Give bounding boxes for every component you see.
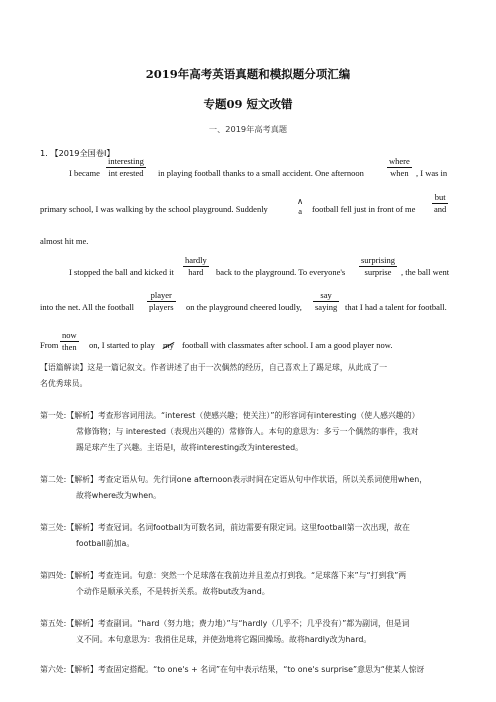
passage-summary <box>40 360 460 392</box>
correction-fixed: when <box>390 168 409 178</box>
passage-line-6-mid <box>89 340 392 350</box>
analysis-cont: 常修饰物；与 interested（表现出兴趣的）常修饰人。本句的意思为：多亏一个偶然的事件，我对 <box>76 427 419 436</box>
analysis-cont: 个动作是顺承关系，不是转折关系。故将but改为and。 <box>76 587 270 596</box>
deleted-word: my <box>162 340 174 350</box>
summary-line: 名优秀球员。 <box>40 379 88 388</box>
passage-line-6-pre: From <box>40 340 59 350</box>
analysis-item-4-cont <box>76 584 460 600</box>
correction-fixed: and <box>434 204 447 214</box>
correction-fixed: surprise <box>364 267 392 277</box>
correction-surprising <box>359 255 397 278</box>
analysis-label: 第二处:【解析】考查定语从句。先行词one afternoon表示时间在定语从句中作状语，所以关系词使用when， <box>40 475 428 484</box>
correction-hardly <box>183 255 209 278</box>
analysis-label: 第一处:【解析】考查形容词用法。“interest（使感兴趣；使关注）”的形容词有interesting（使人感兴趣的） <box>40 411 420 420</box>
analysis-cont: 故将where改为when。 <box>76 491 161 500</box>
inserted-word: a <box>298 206 302 216</box>
correction-original: player <box>147 290 176 302</box>
question-label: 1. 【2019全国卷I】 <box>40 148 115 158</box>
correction-original: interesting <box>108 156 144 166</box>
analysis-cont: football前加a。 <box>76 539 135 548</box>
analysis-label: 第五处:【解析】考查副词。“hard（努力地；费力地）”与“hardly（几乎不；几乎没有）”都为副词，但是词 <box>40 619 410 628</box>
correction-but <box>432 192 448 215</box>
correction-original: surprising <box>361 255 395 265</box>
passage-line-2-mid: football fell just in front of me <box>312 204 416 214</box>
correction-say <box>313 290 339 313</box>
correction-original: say <box>313 290 339 302</box>
analysis-item-1 <box>40 408 470 424</box>
analysis-item-2 <box>40 472 470 488</box>
analysis-item-4 <box>40 568 470 584</box>
doc-subtitle: 专题09 短文改错 <box>203 97 293 111</box>
analysis-label: 第六处:【解析】考查固定搭配。“to one's + 名词”在句中表示结果，“to one's surprise”意思为“使某人惊讶 <box>40 665 425 674</box>
passage-line-4-mid: back to the playground. To everyone's <box>216 267 346 277</box>
section-heading: 一、2019年高考真题 <box>208 124 288 134</box>
passage-line-4-post: , the ball went <box>401 267 450 277</box>
passage-line-6-post: football with classmates after school. I am a good player now. <box>181 340 393 350</box>
analysis-item-6 <box>40 662 470 678</box>
analysis-item-1-cont <box>76 424 460 456</box>
passage-line-5-post: that I had a talent for football. <box>345 302 447 312</box>
passage-line-6-mid-text: on, I started to play <box>89 340 155 350</box>
analysis-label: 第四处:【解析】考查连词。句意：突然一个足球落在我前边并且差点打到我。“足球落下来”与“打到我”两 <box>40 571 407 580</box>
correction-original: hardly <box>185 255 207 265</box>
passage-line-1-mid: in playing football thanks to a small accident. One afternoon <box>158 168 364 178</box>
correction-original: where <box>389 156 410 166</box>
passage-line-1-pre: I became <box>69 168 100 178</box>
summary-line: 【语篇解读】这是一篇记叙文。作者讲述了由于一次偶然的经历，自己喜欢上了踢足球，从此成了一 <box>40 363 388 372</box>
correction-interesting <box>106 156 146 179</box>
passage-line-3: almost hit me. <box>40 236 89 246</box>
passage-line-1-post: , I was in <box>416 168 448 178</box>
passage-line-5-mid: on the playground cheered loudly, <box>186 302 302 312</box>
analysis-cont: 踢足球产生了兴趣。主语是I，故将interesting改为interested。 <box>76 443 303 452</box>
insertion-mark <box>297 196 303 216</box>
correction-original: but <box>432 192 448 204</box>
passage-line-5-pre: into the net. All the football <box>40 302 134 312</box>
analysis-item-3 <box>40 520 470 536</box>
doc-title: 2019年高考英语真题和模拟题分项汇编 <box>145 67 351 81</box>
correction-fixed: saying <box>315 302 338 312</box>
analysis-cont: 义不同。本句意思为：我捎住足球，并使劲地将它踢回操场。故将hardly改为hard。 <box>76 635 372 644</box>
passage-line-2-pre: primary school, I was walking by the school playground. Suddenly <box>40 204 268 214</box>
correction-fixed: int erested <box>108 168 144 178</box>
analysis-item-5 <box>40 616 470 632</box>
correction-player <box>147 290 176 313</box>
passage-line-4-pre: I stopped the ball and kicked it <box>69 267 174 277</box>
analysis-label: 第三处:【解析】考查冠词。名词football为可数名词，前边需要有限定词。这里football第一次出现，故在 <box>40 523 410 532</box>
correction-original: now <box>62 330 77 340</box>
analysis-item-3-cont <box>76 536 460 552</box>
analysis-item-5-cont <box>76 632 460 648</box>
correction-fixed: then <box>62 342 77 352</box>
correction-fixed: hard <box>188 267 204 277</box>
correction-fixed: players <box>149 302 174 312</box>
correction-where <box>387 156 412 179</box>
correction-now <box>60 330 79 353</box>
caret-icon: ∧ <box>297 196 304 206</box>
analysis-item-2-cont <box>76 488 460 504</box>
